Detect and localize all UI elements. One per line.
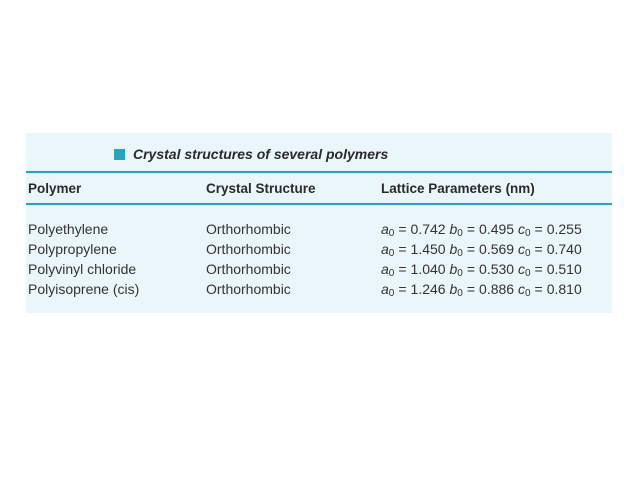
table-row xyxy=(26,261,612,281)
table-caption-text: Crystal structures of several polymers xyxy=(133,146,389,162)
polymer-name: Polyisoprene (cis) xyxy=(28,281,140,297)
lattice-b0: $b_0 = 0.886$ xyxy=(449,281,515,299)
polymer-name: Polyvinyl chloride xyxy=(28,261,137,277)
header-lattice-parameters: Lattice Parameters (nm) xyxy=(381,181,535,196)
lattice-b0: $b_0 = 0.495$ xyxy=(449,221,515,239)
lattice-parameters xyxy=(381,281,582,299)
crystal-structure: Orthorhombic xyxy=(206,281,291,297)
crystal-structure: Orthorhombic xyxy=(206,261,291,277)
lattice-a0: $a_0 = 1.040$ xyxy=(381,261,446,279)
header-rule xyxy=(26,203,612,205)
crystal-structure: Orthorhombic xyxy=(206,241,291,257)
table-row xyxy=(26,281,612,301)
lattice-parameters xyxy=(381,261,582,279)
lattice-c0: $c_0 = 0.740$ xyxy=(517,241,582,259)
square-bullet-icon xyxy=(114,149,125,160)
header-polymer: Polymer xyxy=(28,181,82,196)
lattice-c0: $c_0 = 0.810$ xyxy=(517,281,582,299)
lattice-a0: $a_0 = 1.450$ xyxy=(381,241,446,259)
table-row xyxy=(26,241,612,261)
header-crystal-structure: Crystal Structure xyxy=(206,181,316,196)
lattice-a0: $a_0 = 0.742$ xyxy=(381,221,446,239)
polymer-name: Polypropylene xyxy=(28,241,117,257)
polymer-crystal-table xyxy=(26,133,612,313)
table-row xyxy=(26,221,612,241)
table-caption xyxy=(114,143,388,165)
lattice-c0: $c_0 = 0.255$ xyxy=(517,221,582,239)
lattice-parameters xyxy=(381,221,582,239)
lattice-b0: $b_0 = 0.530$ xyxy=(449,261,515,279)
crystal-structure: Orthorhombic xyxy=(206,221,291,237)
lattice-b0: $b_0 = 0.569$ xyxy=(449,241,515,259)
lattice-c0: $c_0 = 0.510$ xyxy=(517,261,582,279)
lattice-parameters xyxy=(381,241,582,259)
lattice-a0: $a_0 = 1.246$ xyxy=(381,281,446,299)
top-rule xyxy=(26,171,612,173)
polymer-name: Polyethylene xyxy=(28,221,109,237)
